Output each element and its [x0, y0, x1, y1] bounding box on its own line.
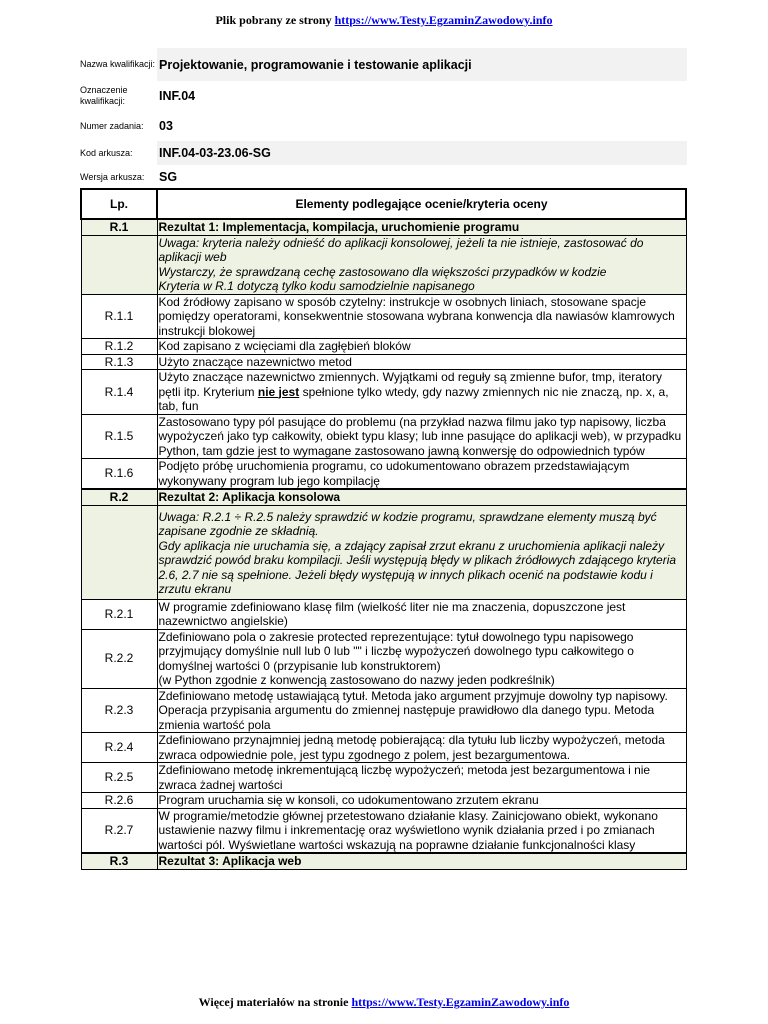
table-row [81, 489, 686, 505]
row-text: Kod zapisano z wcięciami dla zagłębień bloków [157, 339, 686, 355]
row-text: Podjęto próbę uruchomienia programu, co udokumentowano obrazem przedstawiającym wykonywany program lub jego kompilację [157, 459, 686, 490]
footer-prefix: Więcej materiałów na stronie [198, 995, 352, 1009]
table-row [81, 853, 686, 869]
footer-link[interactable]: https://www.Testy.EgzaminZawodowy.info [351, 995, 570, 1009]
row-text: Rezultat 1: Implementacja, kompilacja, uruchomienie programu [157, 219, 686, 235]
header-line [0, 13, 768, 28]
row-text: Użyto znaczące nazewnictwo metod [157, 354, 686, 370]
table-row [81, 629, 686, 688]
meta-label-zadanie: Numer zadania: [80, 120, 144, 131]
meta-label-kod: Kod arkusza: [80, 147, 133, 158]
row-text-emphasis: nie jest [257, 384, 300, 399]
row-lp: R.1 [81, 219, 157, 235]
meta-value-zadanie: 03 [159, 119, 173, 133]
table-header [81, 189, 686, 219]
table-row [81, 414, 686, 459]
row-text: Rezultat 3: Aplikacja web [157, 853, 686, 869]
row-lp: R.2.4 [81, 733, 157, 763]
meta-value-kod: INF.04-03-23.06-SG [157, 141, 687, 165]
table-row-note [81, 235, 686, 294]
meta-label-oznaczenie: Oznaczenie kwalifikacji: [80, 85, 128, 106]
header-link[interactable]: https://www.Testy.EgzaminZawodowy.info [334, 13, 553, 27]
row-lp: R.2.5 [81, 763, 157, 793]
row-text-b: spełnione tylko wtedy, gdy nazwy zmiennych nic nie znaczą, np. x, a, tab, fun [158, 384, 669, 413]
table-row [81, 808, 686, 853]
table-row [81, 688, 686, 733]
meta-label-kwalifikacja: Nazwa kwalifikacji: [80, 59, 156, 69]
header-prefix: Plik pobrany ze strony [215, 13, 335, 27]
table-row [81, 793, 686, 809]
footer-line [0, 995, 768, 1010]
table-row [81, 294, 686, 339]
row-text: Zdefiniowano metodę inkrementującą liczbę wypożyczeń; metoda jest bezargumentowa i nie zwraca żadnej wartości [157, 763, 686, 793]
row-note-text: Uwaga: R.2.1 ÷ R.2.5 należy sprawdzić w kodzie programu, sprawdzane elementy muszą być zapisane zgodnie ze składnią. Gdy aplikacja nie uruchamia się, a zdający zapisał zrzut ekranu z uruchomienia aplikacji należy sprawdzić powód braku kompilacji. Jeśli występują błędy w plikach źródłowych zdającego kryteria 2.6, 2.7 nie są spełnione. Jeżeli błędy występują w innych plikach ocenić na podstawie kodu i zrzutu ekranu [157, 505, 686, 599]
table-row [81, 219, 686, 235]
row-lp: R.1.3 [81, 354, 157, 370]
row-text: Program uruchamia się w konsoli, co udokumentowano zrzutem ekranu [157, 793, 686, 809]
table-row [81, 599, 686, 629]
row-text: Rezultat 2: Aplikacja konsolowa [157, 489, 686, 505]
row-lp: R.2.7 [81, 808, 157, 853]
meta-row-zadanie [80, 111, 687, 141]
table-row [81, 370, 686, 415]
row-lp: R.1.5 [81, 414, 157, 459]
row-lp: R.3 [81, 853, 157, 869]
criteria-table [80, 188, 687, 870]
row-lp: R.1.1 [81, 294, 157, 339]
meta-row-kwalifikacja [80, 48, 687, 81]
meta-row-wersja [80, 165, 687, 189]
row-text: Zdefiniowano metodę ustawiającą tytuł. Metoda jako argument przyjmuje dowolny typ napisowy. Operacja przypisania argumentu do zmiennej następuje prawidłowo dla danego typu. Metoda zmienia wartość pola [157, 688, 686, 733]
row-text: Zdefiniowano przynajmniej jedną metodę pobierającą: dla tytułu lub liczby wypożyczeń, metoda zwraca odpowiednie pole, jest typu zgodnego z polem, jest bezargumentowa. [157, 733, 686, 763]
table-row-note [81, 505, 686, 599]
row-lp: R.2.3 [81, 688, 157, 733]
meta-row-oznaczenie [80, 81, 687, 111]
row-lp [81, 235, 157, 294]
meta-value-wersja: SG [159, 170, 178, 184]
row-lp: R.2 [81, 489, 157, 505]
col-header-elements: Elementy podlegające ocenie/kryteria oceny [157, 189, 686, 219]
row-lp: R.1.4 [81, 370, 157, 415]
row-text: W programie zdefiniowano klasę film (wielkość liter nie ma znaczenia, dopuszczone jest nazewnictwo angielskie) [157, 599, 686, 629]
table-row [81, 763, 686, 793]
meta-row-kod [80, 141, 687, 165]
meta-value-kwalifikacja: Projektowanie, programowanie i testowanie aplikacji [157, 48, 687, 81]
table-row [81, 354, 686, 370]
row-lp: R.2.2 [81, 629, 157, 688]
row-note-text: Uwaga: kryteria należy odnieść do aplikacji konsolowej, jeżeli ta nie istnieje, zastosować do aplikacji web Wystarczy, że sprawdzaną cechę zastosowano dla większości przypadków w kodzie Kryteria w R.1 dotyczą tylko kodu samodzielnie napisanego [157, 235, 686, 294]
row-lp: R.2.1 [81, 599, 157, 629]
row-lp [81, 505, 157, 599]
row-text: Zdefiniowano pola o zakresie protected reprezentujące: tytuł dowolnego typu napisowego przyjmujący domyślnie null lub 0 lub "" i liczbę wypożyczeń dowolnego typu całkowitego o domyślnej wartości 0 (przypisanie lub konstruktorem) (w Python zgodnie z konwencją zastosowano do nazwy jeden podkreślnik) [157, 629, 686, 688]
row-lp: R.1.6 [81, 459, 157, 490]
meta-block [80, 48, 687, 189]
row-lp: R.1.2 [81, 339, 157, 355]
row-text: Kod źródłowy zapisano w sposób czytelny: instrukcje w osobnych liniach, stosowane spacje pomiędzy operatorami, konsekwentnie stosowana wybrana konwencja dla nawiasów klamrowych instrukcji blokowej [157, 294, 686, 339]
row-text: Zastosowano typy pól pasujące do problemu (na przykład nazwa filmu jako typ napisowy, liczba wypożyczeń jako typ całkowity, obiekt typu klasy; lub inne pasujące do aplikacji web), w przypadku Python, tam gdzie jest to wymagane zastosowano jawną konwersję do odpowiednich typów [157, 414, 686, 459]
col-header-lp: Lp. [81, 189, 157, 219]
row-lp: R.2.6 [81, 793, 157, 809]
meta-label-wersja: Wersja arkusza: [80, 171, 145, 182]
row-text: W programie/metodzie głównej przetestowano działanie klasy. Zainicjowano obiekt, wykonano ustawienie nazwy filmu i inkrementację oraz wyświetlono wynik działania przed i po zmianach wartości pól. Wyświetlane wartości wskazują na poprawne działanie funkcjonalności klasy [157, 808, 686, 853]
meta-value-oznaczenie: INF.04 [159, 89, 196, 103]
table-row [81, 339, 686, 355]
row-text-a: Użyto znaczące nazewnictwo zmiennych. Wyjątkami od reguły są zmienne bufor, tmp, iteratory pętli itp. Kryterium [158, 370, 662, 399]
table-row [81, 733, 686, 763]
row-text [157, 370, 686, 415]
table-row [81, 459, 686, 490]
